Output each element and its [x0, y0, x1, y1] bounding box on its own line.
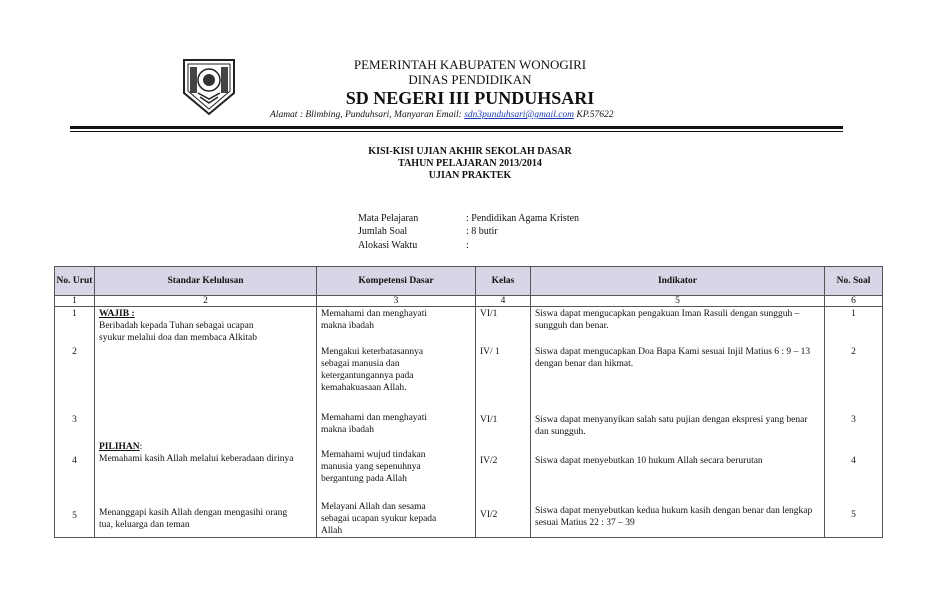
cell-kompetensi — [317, 307, 476, 538]
pilihan-colon: : — [139, 442, 143, 452]
meta-subject-label: Mata Pelajaran — [358, 213, 419, 224]
cell-indikator — [531, 307, 825, 538]
row-1-standar: Beribadah kepada Tuhan sebagai ucapan syukur melalui doa dan membaca Alkitab — [99, 321, 258, 343]
col-header-indikator: Indikator — [531, 267, 825, 296]
col-number: 4 — [476, 296, 531, 307]
row-5-kompetensi: Melayani Allah dan sesama sebagai ucapan syukur kepada Allah — [321, 502, 437, 536]
cell-kelas — [476, 307, 531, 538]
academic-year: TAHUN PELAJARAN 2013/2014 — [398, 158, 542, 169]
column-number-row — [55, 296, 883, 307]
row-5-kelas: VI/2 — [480, 510, 498, 520]
meta-time-value: : — [466, 240, 469, 251]
col-number: 2 — [95, 296, 317, 307]
row-2-soal: 2 — [851, 347, 856, 357]
cell-standar — [95, 307, 317, 538]
row-5-indikator: Siswa dapat menyebutkan kedua hukum kasih dengan benar dan lengkap sesuai Matius 22 : 37 – 39 — [535, 506, 813, 528]
row-3-kompetensi: Memahami dan menghayati makna ibadah — [321, 413, 428, 435]
col-number: 3 — [317, 296, 476, 307]
row-1-no: 1 — [72, 309, 77, 319]
row-1-kelas: VI/1 — [480, 309, 498, 319]
row-4-standar: Memahami kasih Allah melalui keberadaan dirinya — [99, 454, 294, 464]
school-address — [270, 110, 613, 120]
row-3-no: 3 — [72, 415, 77, 425]
address-text: Alamat : Blimbing, Punduhsari, Manyaran Email: — [270, 110, 465, 120]
meta-time-label: Alokasi Waktu — [358, 240, 418, 251]
row-3-soal: 3 — [851, 415, 856, 425]
row-3-indikator: Siswa dapat menyanyikan salah satu pujian dengan ekspresi yang benar dan sungguh. — [535, 415, 808, 437]
document-title: KISI-KISI UJIAN AKHIR SEKOLAH DASAR — [368, 146, 572, 157]
email-link[interactable]: sdn3punduhsari@gmail.com — [464, 110, 575, 120]
school-name: SD NEGERI III PUNDUHSARI — [345, 88, 595, 108]
meta-time — [358, 240, 469, 251]
meta-subject-value: : Pendidikan Agama Kristen — [466, 213, 580, 224]
row-4-kompetensi: Memahami wujud tindakan manusia yang sepenuhnya bergantung pada Allah — [321, 450, 426, 484]
row-3-kelas: VI/1 — [480, 415, 498, 425]
row-2-no: 2 — [72, 347, 77, 357]
row-5-standar: Menanggapi kasih Allah dengan mengasihi orang tua, keluarga dan teman — [99, 508, 288, 530]
row-4-indikator: Siswa dapat menyebutkan 10 hukum Allah secara berurutan — [535, 456, 763, 466]
table-body-row — [55, 307, 883, 538]
regency-crest-logo — [180, 57, 238, 117]
postal-code: KP.57622 — [574, 110, 614, 120]
row-2-kompetensi: Mengakui keterbatasannya sebagai manusia dan ketergantungannya pada kemahakuasaan Allah. — [321, 347, 424, 393]
exam-type: UJIAN PRAKTEK — [428, 170, 512, 181]
row-2-kelas: IV/ 1 — [480, 347, 500, 357]
col-header-soal: No. Soal — [825, 267, 883, 296]
row-5-soal: 5 — [851, 510, 856, 520]
pilihan-label: PILIHAN — [99, 442, 140, 452]
row-4-no: 4 — [72, 456, 77, 466]
row-1-soal: 1 — [851, 309, 856, 319]
department-name: DINAS PENDIDIKAN — [408, 72, 532, 87]
col-header-standar: Standar Kelulusan — [95, 267, 317, 296]
meta-count-label: Jumlah Soal — [358, 226, 408, 237]
government-name: PEMERINTAH KABUPATEN WONOGIRI — [353, 57, 587, 72]
meta-count — [358, 226, 498, 237]
col-header-kelas: Kelas — [476, 267, 531, 296]
meta-subject — [358, 213, 579, 224]
col-header-no: No. Urut — [55, 267, 95, 296]
header-rule-thick — [70, 126, 843, 129]
row-2-indikator: Siswa dapat mengucapkan Doa Bapa Kami sesuai Injil Matius 6 : 9 – 13 dengan benar dan hikmat. — [535, 347, 811, 369]
row-4-kelas: IV/2 — [480, 456, 498, 466]
header-rule-thin — [70, 131, 843, 132]
col-number: 1 — [55, 296, 95, 307]
col-header-kompetensi: Kompetensi Dasar — [317, 267, 476, 296]
row-5-no: 5 — [72, 511, 77, 521]
row-1-indikator: Siswa dapat mengucapkan pengakuan Iman Rasuli dengan sungguh – sungguh dan benar. — [535, 309, 800, 331]
kisi-kisi-table — [54, 266, 883, 538]
row-1-kompetensi: Memahami dan menghayati makna ibadah — [321, 309, 428, 331]
cell-no — [55, 307, 95, 538]
wajib-label: WAJIB : — [99, 309, 135, 319]
meta-count-value: : 8 butir — [466, 226, 498, 237]
table-header-row — [55, 267, 883, 296]
col-number: 5 — [531, 296, 825, 307]
col-number: 6 — [825, 296, 883, 307]
row-4-soal: 4 — [851, 456, 856, 466]
cell-soal — [825, 307, 883, 538]
